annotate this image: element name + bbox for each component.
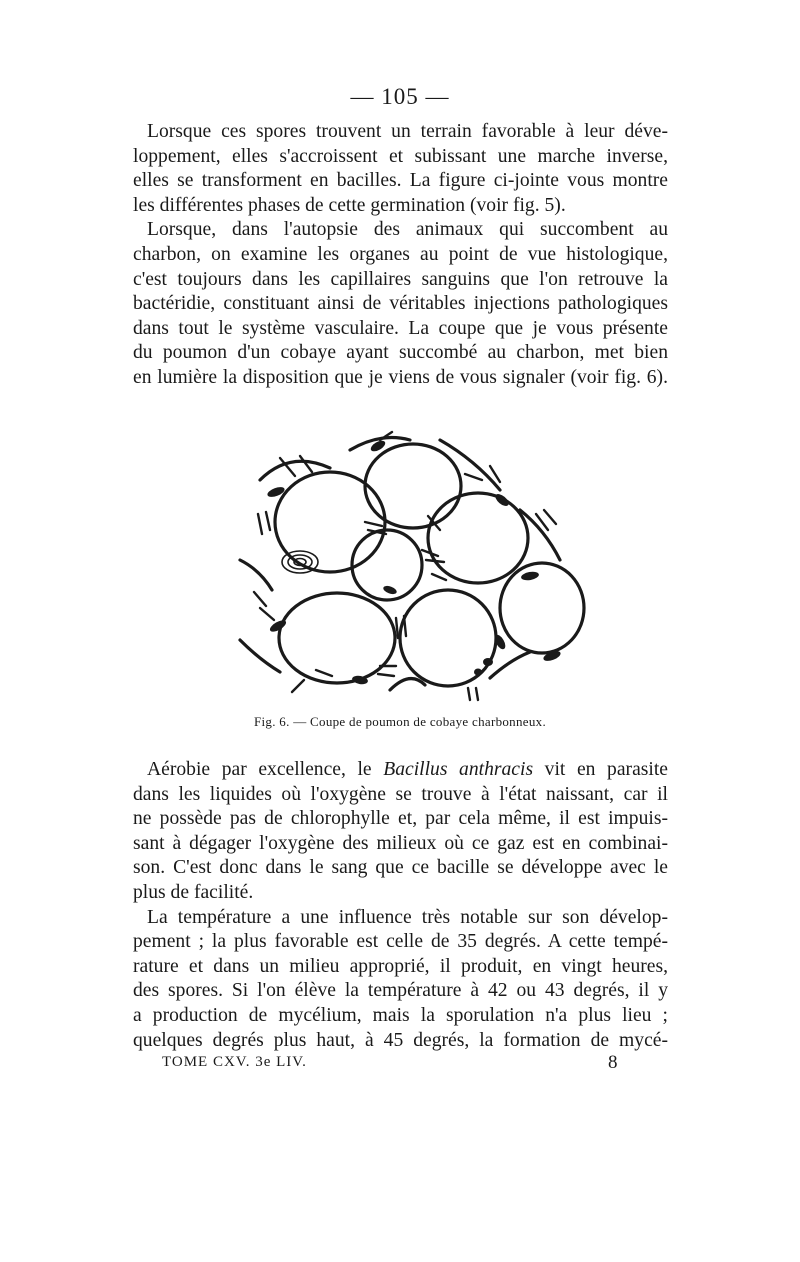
text-line: elles se transforment en bacilles. La figure ci-jointe vous montre [133,170,668,192]
lung-section-figure [200,410,600,705]
text-fragment: vit en parasite [533,759,668,780]
text-line: La température a une influence très notable sur son dévelop- [147,906,668,928]
alveolus [365,444,461,528]
text-line: a production de mycélium, mais la sporulation n'a plus lieu ; [133,1004,668,1026]
alveolus [428,493,528,583]
text-line: bactéridie, constituant ainsi de véritables injections pathologiques [133,293,668,315]
text-line: son. C'est donc dans le sang que ce bacille se développe avec le [133,857,668,879]
sheet-number: 8 [608,1052,618,1073]
text-line: des spores. Si l'on élève la température à 42 ou 43 degrés, il y [133,980,668,1002]
text-fragment: Aérobie par excellence, le [147,759,384,780]
text-line: Lorsque ces spores trouvent un terrain favorable à leur déve- [147,121,668,142]
paragraph-block-bottom [133,758,668,1053]
text-line: sant à dégager l'oxygène des milieux où ce gaz est en combinai- [133,832,668,854]
text-line: Lorsque, dans l'autopsie des animaux qui succombent au [147,219,668,241]
text-line: charbon, on examine les organes au point de vue histologique, [133,243,668,265]
alveolus [500,563,584,653]
species-name: Bacillus anthracis [383,759,534,780]
text-line: en lumière la disposition que je viens de vous signaler (voir fig. 6). [133,366,668,388]
text-line: plus de facilité. [133,881,254,903]
text-line: ne possède pas de chlorophylle et, par cela même, il est impuis- [133,808,668,830]
text-line: loppement, elles s'accroissent et subissant une marche inverse, [133,145,668,167]
lung-section-illustration [200,410,600,705]
paragraph-block-top [133,120,668,391]
text-line: dans les liquides où l'oxygène se trouve à l'état naissant, car il [133,783,668,805]
figure-caption: Fig. 6. — Coupe de poumon de cobaye charbonneux. [253,714,547,729]
alveolus [279,593,395,683]
text-line: rature et dans un milieu approprié, il produit, en vingt heures, [133,955,668,977]
text-line: quelques degrés plus haut, à 45 degrés, la formation de mycé- [133,1029,668,1051]
text-line: pement ; la plus favorable est celle de 35 degrés. A cette tempé- [133,931,668,953]
text-line: c'est toujours dans les capillaires sanguins que l'on retrouve la [133,268,668,290]
signature-mark: TOME CXV. 3e LIV. [162,1054,307,1070]
page-number: — 105 — [350,84,450,109]
text-line: du poumon d'un cobaye ayant succombé au charbon, met bien [133,342,668,364]
text-line [133,758,668,783]
text-line: dans tout le système vasculaire. La coupe que je vous présente [133,317,668,339]
text-line: les différentes phases de cette germination (voir fig. 5). [133,194,566,216]
